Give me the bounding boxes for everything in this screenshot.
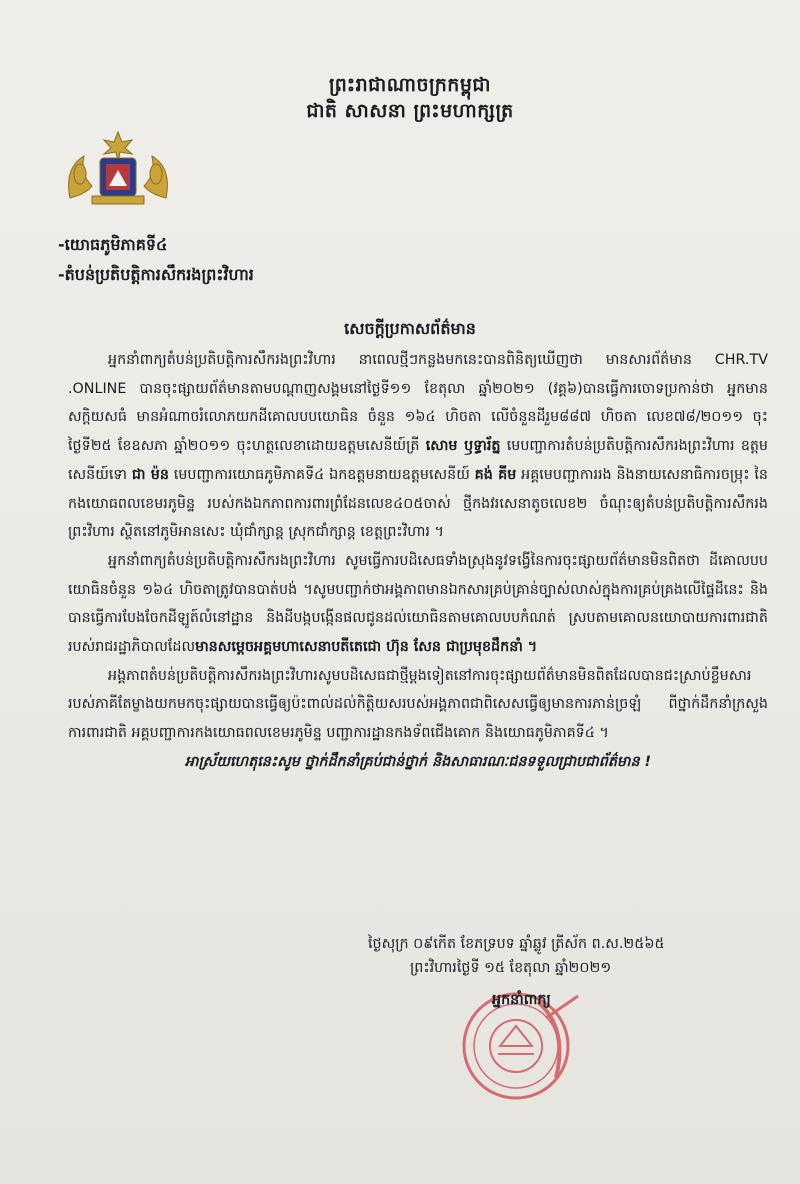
issuing-unit (58, 230, 254, 290)
name-kong-kim: គង់ គីម (474, 466, 517, 483)
military-emblem-icon (62, 128, 174, 212)
name-chea-mon: ជា ម៉ន (131, 466, 169, 483)
kingdom-title: ព្រះរាជាណាចក្រកម្ពុជា (329, 74, 491, 96)
paragraph-2-text: អ្នកនាំពាក្យតំបន់ប្រតិបត្តិការសឹករងព្រះវិហារ សូមធ្វើការបដិសេធទាំងស្រុងនូវទង្វើនៃការចុះផ្សាយព័ត៌មានមិនពិតថា ដីគោលបបយោធិនចំនួន ១៦៤ ហិចតាត្រូវបានបាត់បង់ ។សូមបញ្ជាក់ថាអង្គភាពមានឯកសារគ្រប់គ្រាន់ច្បាស់លាស់ក្នុងការគ្រប់គ្រងលើផ្ទៃដីនេះ និងបានធ្វើការបែងចែកដីឡូត៍លំនៅដ្ឋាន និងដីបង្កបង្កើនផលជូនដល់យោធិនតាមគោលបបកំណត់ ស្របតាមគោលនយោបាយការពារជាតិ របស់រាជរដ្ឋាភិបាលដែល (68, 552, 768, 656)
date-lunar: ថ្ងៃសុក្រ ០៩កើត ខែភទ្របទ ឆ្នាំឆ្លូវ ត្រីស័ក ព.ស.២៥៦៥ (368, 936, 665, 952)
closing-line: អាស្រ័យហេតុនេះសូម ថ្នាក់ដឹកនាំគ្រប់ជាន់ថ្នាក់ និងសាធារណៈជនទទួលជ្រាបជាព័ត៌មាន ! (184, 753, 652, 770)
paragraph-2-bold: មានសម្តេចអគ្គមហាសេនាបតីតេជោ ហ៊ុន សែន ជាប្រមុខដឹកនាំ ។ (195, 639, 538, 656)
national-motto (240, 72, 580, 124)
unit-region: -យោធភូមិភាគទី៤ (58, 235, 168, 254)
signer-title: អ្នកនាំពាក្យ (492, 992, 551, 1008)
paragraph-1-text-b: មេបញ្ជាការតំបន់ប្រតិបត្តិការសឹករងព្រះវិហារ ឧត្តមសេនីយ៍ទោ (68, 438, 768, 483)
paragraph-2 (68, 547, 768, 662)
paragraph-1-text-c: មេបញ្ជាការយោធភូមិភាគទី៤ ឯកឧត្តមនាយឧត្តមសេនីយ៍ (168, 466, 475, 483)
paragraph-1 (68, 346, 768, 547)
document-body (68, 346, 768, 777)
document-title: សេចក្តីប្រកាសព័ត៌មាន (344, 319, 476, 338)
paragraph-3: អង្គភាពតំបន់ប្រតិបត្តិការសឹករងព្រះវិហារសូមបដិសេធជាថ្មីម្តងទៀតនៅការចុះផ្សាយព័ត៌មានមិនពិតដែលបានជះស្រាប់ខ្លឹមសារ របស់ភាគីតែម្ខាងយកមកចុះផ្សាយបានធ្វើឲ្យប៉ះពាល់ដល់កិត្តិយសរបស់អង្គភាពជាពិសេសធ្វើឲ្យមានការភាន់ច្រឡំ ពីថ្នាក់ដឹកនាំក្រសួងការពារជាតិ អគ្គបញ្ជាការកងយោធពលខេមរភូមិន្ទ បញ្ជាការដ្ឋានកងទ័ពជើងគោក និងយោធភូមិភាគទី៤ ។ (68, 667, 768, 742)
paragraph-1-text-a: អ្នកនាំពាក្យតំបន់ប្រតិបត្តិការសឹករងព្រះវិហារ នាពេលថ្មីៗកន្លងមកនេះបានពិនិត្យឃើញថា មានសារព័ត៌មាន CHR.TV .ONLINE បានចុះផ្សាយព័ត៌មានតាមបណ្តាញសង្គមនៅថ្ងៃទី១១ ខែតុលា ឆ្នាំ២០២១ (វគ្គ៦)បានធ្វើការចោទប្រកាន់ថា អ្នកមានសក្តិយសធំ មានអំណាចរំលោភយកដីគោលបបយោធិន ចំនួន ១៦៤ ហិចតា លើចំនួនដីរួម៨៨៧ ហិចតា លេខ៧៨/២០១១ ចុះថ្ងៃទី២៥ ខែឧសភា ឆ្នាំ២០១១ ចុះហត្ថលេខាដោយឧត្តមសេនីយ៍ត្រី (68, 352, 768, 455)
paragraph-1-text-d: អគ្គមេបញ្ជាការរង និងនាយសេនាធិការចម្រុះ នៃកងយោធពលខេមរភូមិន្ទ របស់កងឯកភាពការពារព្រំដែនលេខ៤០៥ចាស់ ថ្មីកងវរសេនាតូចលេខ២ ចំណុះឲ្យតំបន់ប្រតិបត្តិការសឹករងព្រះវិហារ ស្ថិតនៅភូមិអានសេះ ឃុំជាំក្សាន្ត ស្រុកជាំក្សាន្ត ខេត្តព្រះវិហារ ។ (68, 466, 768, 541)
name-som-rithrat: សោម ឫទ្ធារ័ត្ន (425, 438, 501, 455)
unit-zone: -តំបន់ប្រតិបត្តិការសឹករងព្រះវិហារ (58, 265, 254, 284)
date-solar: ព្រះវិហារថ្ងៃទី ១៥ ខែតុលា ឆ្នាំ២០២១ (410, 960, 612, 976)
motto-line: ជាតិ សាសនា ព្រះមហាក្សត្រ (306, 100, 514, 122)
